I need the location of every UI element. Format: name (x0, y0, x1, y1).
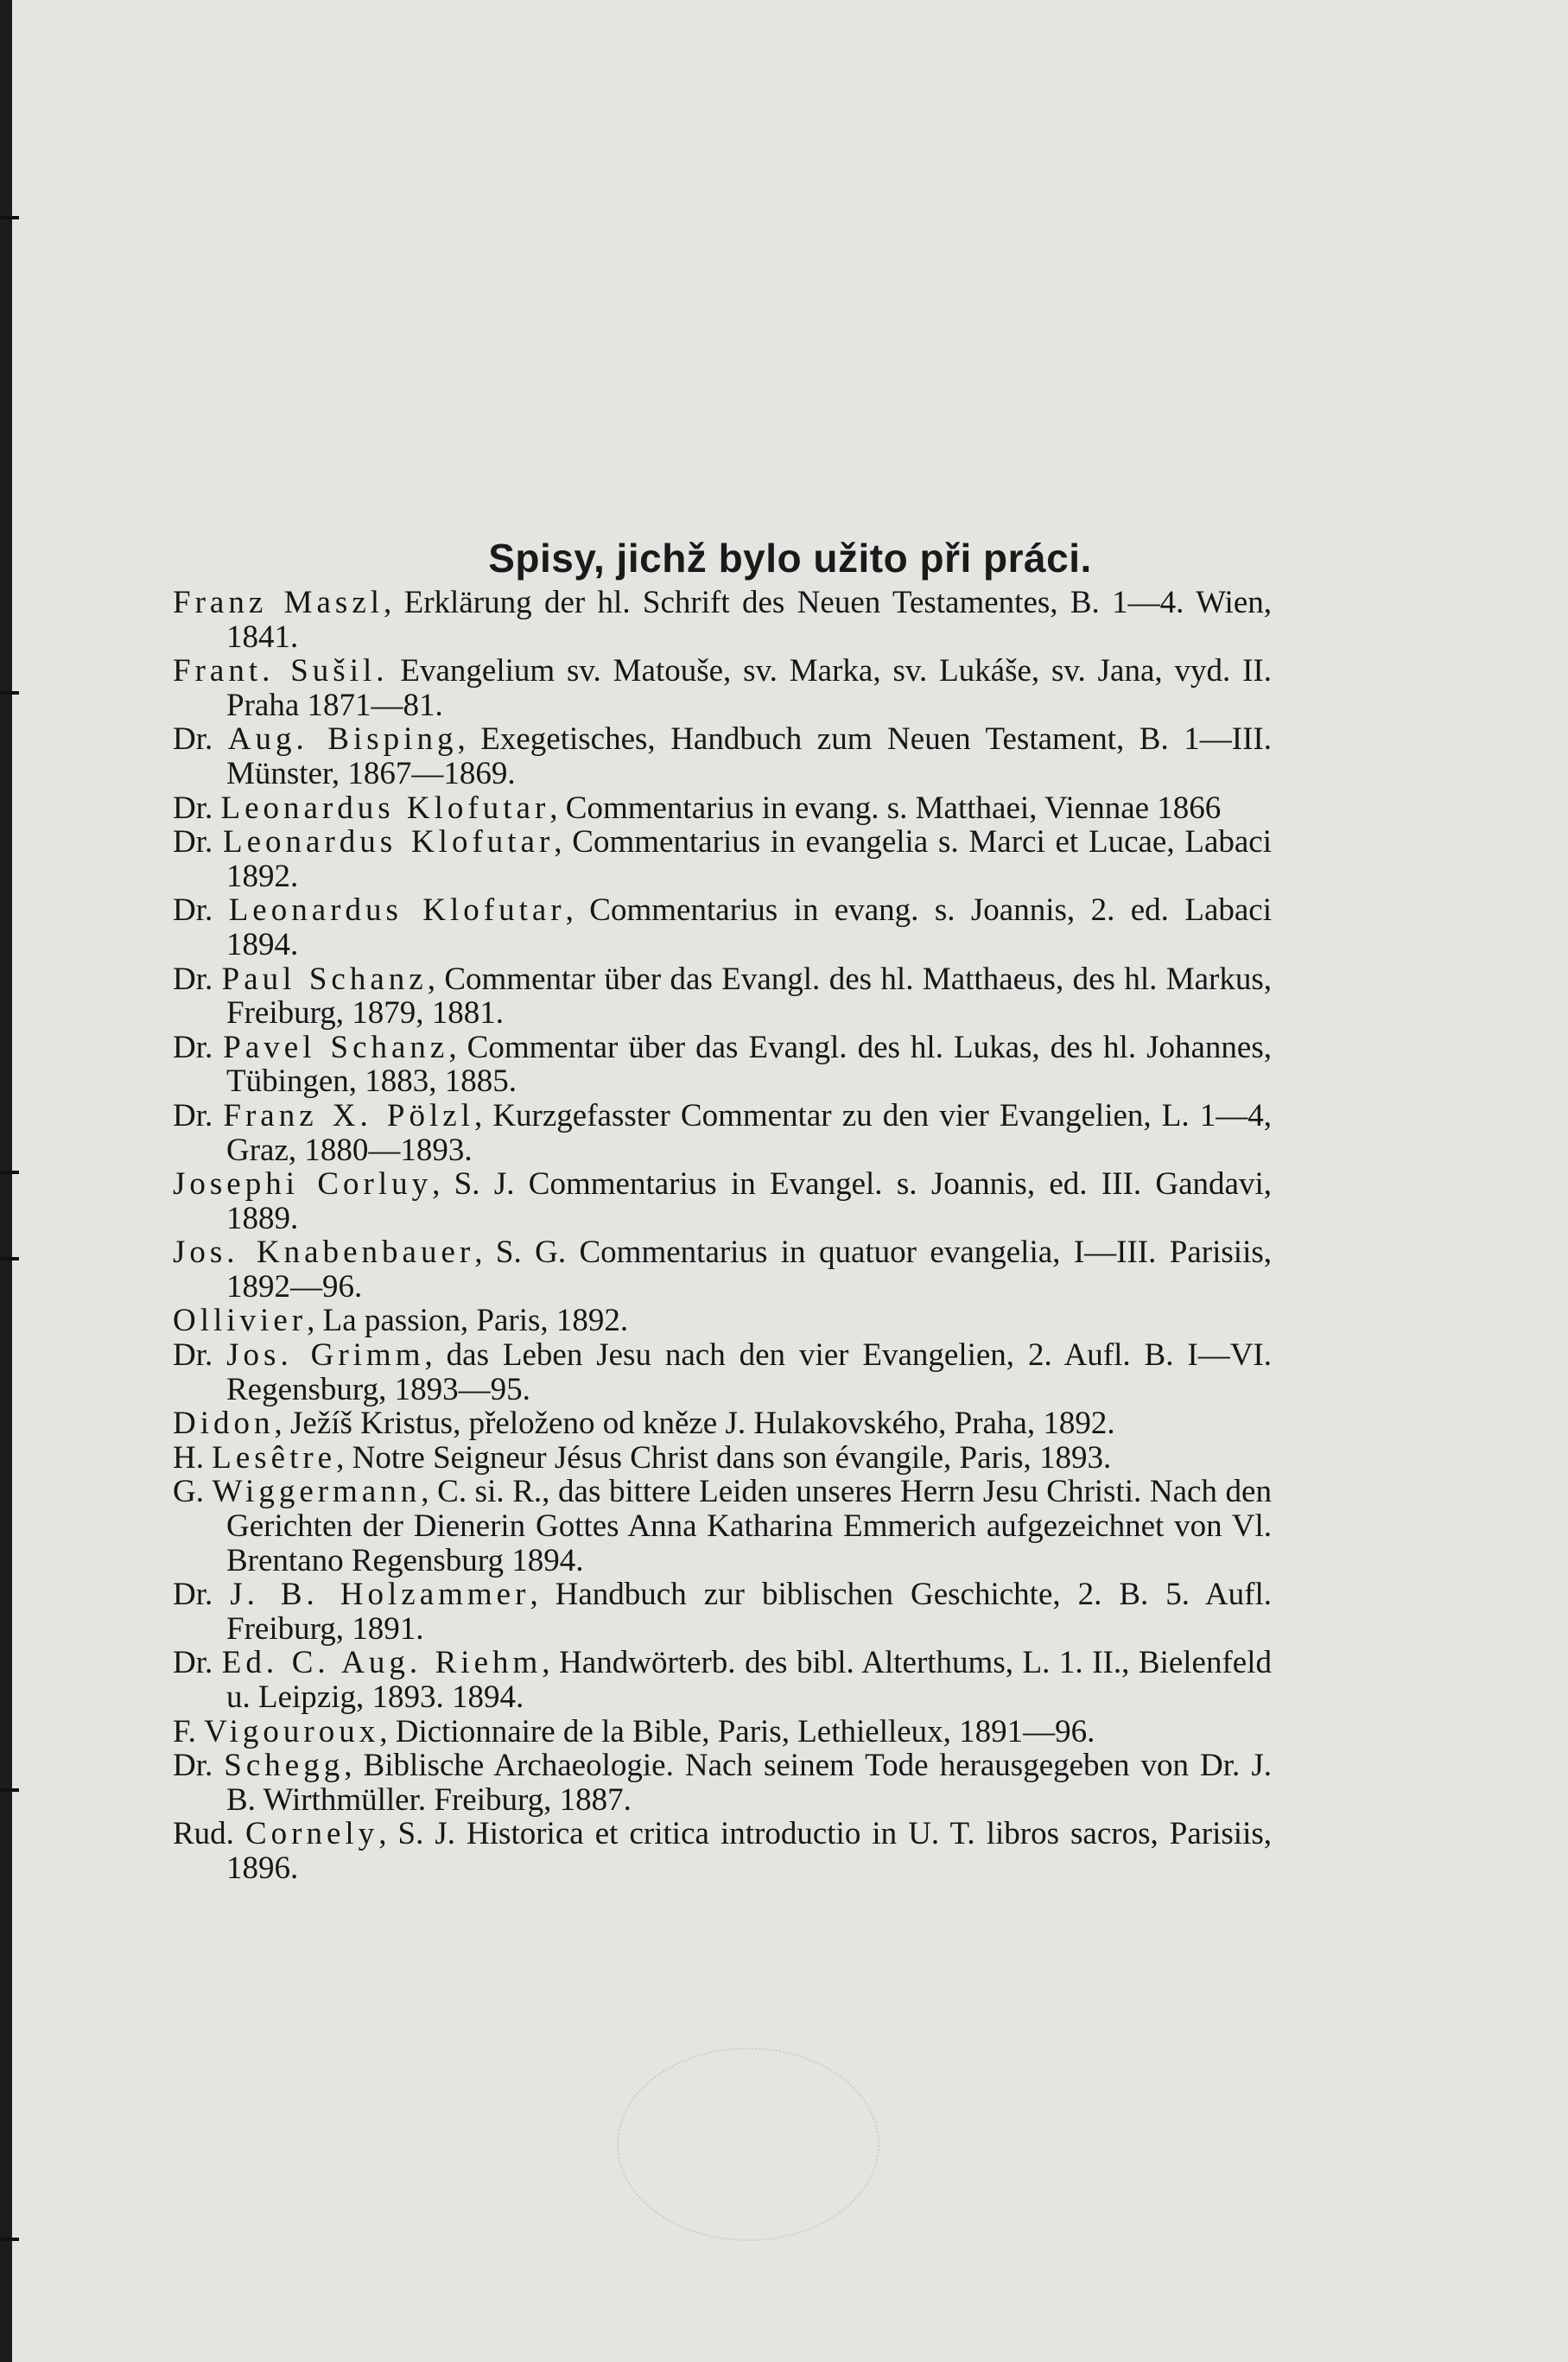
entry-text: , Commentarius in evang. s. Joannis, 2. ed. Labaci 1894. (226, 892, 1272, 962)
bibliography-entry (173, 1578, 1272, 1646)
bibliography-entry (173, 1099, 1272, 1167)
entry-prefix: Dr. (173, 824, 224, 860)
entry-prefix: Dr. (173, 1029, 224, 1065)
entry-author: Jos. Grimm (226, 1337, 425, 1374)
entry-text: , Biblische Archaeologie. Nach seinem Tode herausgegeben von Dr. J. B. Wirthmüller. Freiburg, 1887. (226, 1748, 1272, 1818)
entry-author: Leonardus Klofutar (220, 790, 550, 826)
bibliography-list (173, 586, 1272, 1886)
entry-author: Wiggermann (212, 1474, 422, 1510)
entry-text: , S. J. Historica et critica introductio in U. T. libros sacros, Parisiis, 1896. (226, 1816, 1272, 1886)
bibliography-entry (173, 1715, 1272, 1749)
bibliography-entry (173, 1167, 1272, 1235)
entry-prefix: Dr. (173, 1097, 224, 1133)
entry-text: , Commentarius in evangelia s. Marci et Lucae, Labaci 1892. (226, 824, 1273, 894)
entry-text: , Commentar über das Evangl. des hl. Lukas, des hl. Johannes, Tübingen, 1883, 1885. (226, 1029, 1272, 1100)
entry-prefix: Dr. (173, 1577, 231, 1613)
entry-text: , La passion, Paris, 1892. (307, 1303, 629, 1339)
entry-author: Cornely (244, 1816, 379, 1852)
bibliography-entry (173, 962, 1272, 1031)
bibliography-entry (173, 893, 1272, 962)
entry-text: , Ježíš Kristus, přeloženo od kněze J. Hulakovského, Praha, 1892. (274, 1406, 1115, 1442)
entry-author: Lesêtre (212, 1439, 337, 1476)
entry-author: Jos. Knabenbauer (173, 1235, 475, 1271)
entry-author: Schegg (224, 1748, 345, 1784)
entry-prefix: Dr. (173, 1748, 225, 1784)
bibliography-entry (173, 1646, 1272, 1714)
bibliography-entry (173, 1338, 1272, 1406)
bibliography-entry (173, 1031, 1272, 1099)
entry-text: , Kurzgefasster Commentar zu den vier Evangelien, L. 1—4, Graz, 1880—1893. (226, 1097, 1273, 1168)
entry-author: Franz Maszl (173, 585, 384, 620)
entry-author: Frant. Sušil. (173, 653, 389, 689)
entry-text: , Erklärung der hl. Schrift des Neuen Testamentes, B. 1—4. Wien, 1841. (226, 585, 1272, 655)
bibliography-entry (173, 722, 1272, 791)
entry-author: Paul Schanz (221, 961, 428, 997)
bibliography-entry (173, 825, 1272, 893)
binding-mark (0, 2238, 19, 2241)
entry-text: , C. si. R., das bittere Leiden unseres Herrn Jesu Christi. Nach den Gerichten der Dienerin Gottes Anna Katharina Emmerich aufgezeichnet von Vl. Brentano Regensburg 1894. (226, 1474, 1272, 1578)
entry-prefix: G. (173, 1474, 213, 1510)
entry-text: , Commentar über das Evangl. des hl. Matthaeus, des hl. Markus, Freiburg, 1879, 1881. (226, 961, 1273, 1032)
entry-text: , Exegetisches, Handbuch zum Neuen Testament, B. 1—III. Münster, 1867—1869. (226, 721, 1272, 791)
entry-prefix: Dr. (173, 790, 221, 826)
entry-text: , das Leben Jesu nach den vier Evangelien, 2. Aufl. B. I—VI. Regensburg, 1893—95. (226, 1337, 1272, 1407)
entry-author: Vigouroux (204, 1713, 380, 1749)
binding-mark (0, 691, 19, 695)
entry-author: Aug. Bisping (227, 721, 458, 758)
entry-author: Franz X. Pölzl (223, 1097, 474, 1133)
entry-prefix: H. (173, 1439, 213, 1476)
entry-author: Ollivier (173, 1303, 308, 1339)
bibliography-entry (173, 1475, 1272, 1578)
entry-text: , Handwörterb. des bibl. Alterthums, L. 1. II., Bielenfeld u. Leipzig, 1893. 1894. (226, 1645, 1272, 1715)
entry-prefix: F. (173, 1713, 205, 1749)
binding-mark (0, 216, 19, 219)
entry-prefix: Dr. (173, 1337, 227, 1374)
entry-prefix: Dr. (173, 1645, 222, 1681)
entry-text: , Notre Seigneur Jésus Christ dans son évangile, Paris, 1893. (336, 1439, 1112, 1476)
entry-author: J. B. Holzammer (230, 1577, 530, 1613)
bibliography-entry (173, 586, 1272, 654)
bibliography-entry (173, 1235, 1272, 1304)
binding-mark (0, 1788, 19, 1792)
book-spine-edge (0, 0, 12, 2362)
entry-text: , Dictionnaire de la Bible, Paris, Lethielleux, 1891—96. (379, 1713, 1095, 1749)
entry-prefix: Dr. (173, 892, 229, 929)
entry-author: Leonardus Klofutar (223, 824, 555, 860)
document-page (12, 0, 1568, 2362)
entry-author: Ed. C. Aug. Riehm (221, 1645, 543, 1681)
bibliography-entry (173, 1406, 1272, 1441)
entry-text: , S. G. Commentarius in quatuor evangelia, I—III. Parisiis, 1892—96. (226, 1235, 1272, 1305)
bibliography-entry (173, 1304, 1272, 1338)
bibliography-entry (173, 1749, 1272, 1817)
binding-mark (0, 1171, 19, 1174)
entry-author: Josephi Corluy (173, 1166, 433, 1203)
bibliography-entry (173, 1441, 1272, 1476)
faded-library-stamp (617, 2048, 879, 2241)
bibliography-entry (173, 654, 1272, 722)
entry-text: , Handbuch zur biblischen Geschichte, 2. B. 5. Aufl. Freiburg, 1891. (226, 1577, 1273, 1647)
entry-author: Leonardus Klofutar (228, 892, 566, 929)
entry-prefix: Dr. (173, 721, 228, 758)
entry-prefix: Dr. (173, 961, 222, 997)
entry-text: , Commentarius in evang. s. Matthaei, Viennae 1866 (549, 790, 1222, 826)
page-title: Spisy, jichž bylo užito při práci. (488, 535, 1092, 581)
entry-text: Evangelium sv. Matouše, sv. Marka, sv. Lukáše, sv. Jana, vyd. II. Praha 1871—81. (226, 653, 1272, 723)
bibliography-entry (173, 791, 1272, 826)
entry-prefix: Rud. (173, 1816, 245, 1852)
entry-text: , S. J. Commentarius in Evangel. s. Joannis, ed. III. Gandavi, 1889. (226, 1166, 1273, 1236)
bibliography-entry (173, 1817, 1272, 1885)
entry-author: Pavel Schanz (223, 1029, 449, 1065)
entry-author: Didon (173, 1406, 275, 1442)
binding-mark (0, 1257, 19, 1260)
